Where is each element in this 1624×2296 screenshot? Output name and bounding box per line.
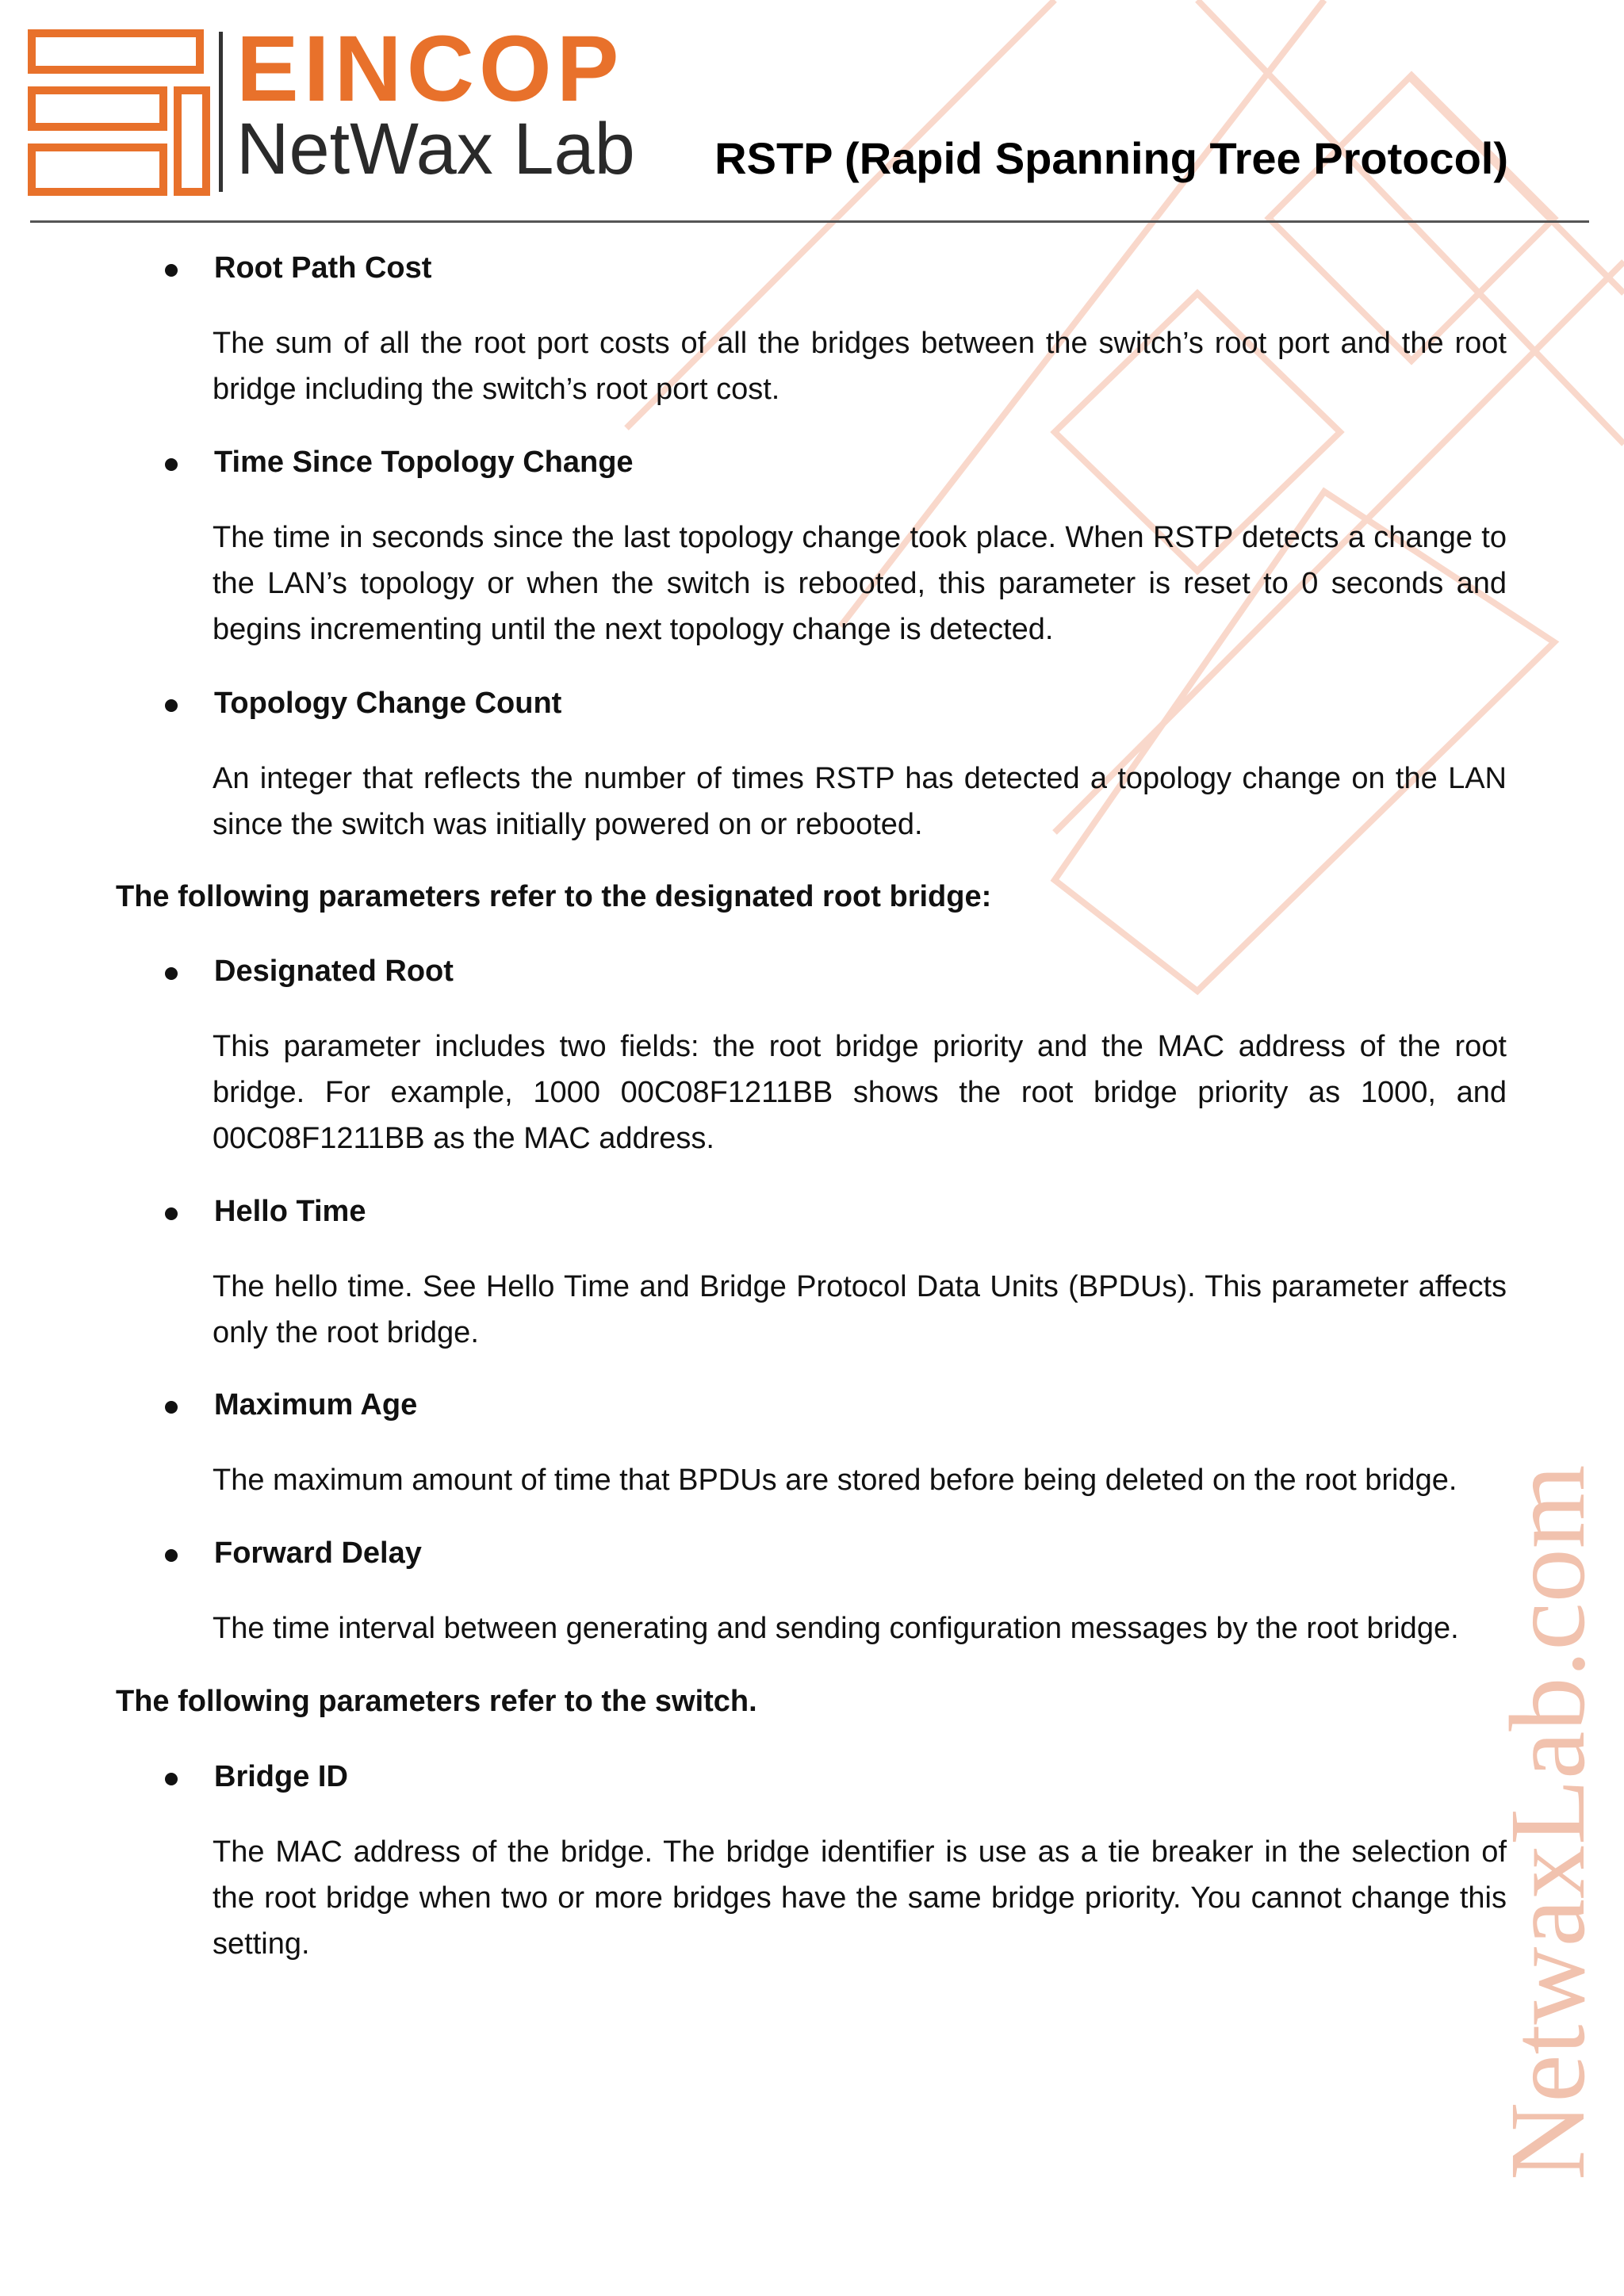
item-title: Time Since Topology Change (214, 446, 634, 479)
item-title: Root Path Cost (214, 251, 432, 285)
item-description: The sum of all the root port costs of all the bridges between the switch’s root port and the root bridge including the switch’s root port cost. (213, 327, 1507, 406)
brand-name-netwax-lab: NetWax Lab (236, 109, 635, 189)
bullet-icon (165, 264, 178, 277)
bullet-icon (165, 1549, 178, 1562)
eincop-logo-icon (27, 29, 211, 197)
item-title: Hello Time (214, 1195, 366, 1228)
side-watermark: NetwaxLab.com (1488, 1464, 1607, 2180)
item-title: Bridge ID (214, 1760, 348, 1793)
bullet-icon (165, 458, 178, 471)
bullet-icon (165, 1401, 178, 1414)
section-title: The following parameters refer to the switch. (116, 1685, 757, 1718)
item-description: This parameter includes two fields: the root bridge priority and the MAC address of the root bridge. For example, 1000 00C08F1211BB shows the root bridge priority as 1000, and 00C08F1211BB as the MAC address. (213, 1030, 1507, 1155)
bullet-icon (165, 967, 178, 980)
item-title: Topology Change Count (214, 687, 562, 720)
logo-divider (219, 32, 223, 192)
item-description: The hello time. See Hello Time and Bridge Protocol Data Units (BPDUs). This parameter affects only the root bridge. (213, 1270, 1507, 1349)
item-title: Forward Delay (214, 1536, 422, 1570)
bullet-icon (165, 1207, 178, 1220)
item-description: The time interval between generating and sending configuration messages by the root bridge. (213, 1612, 1459, 1645)
document-title: RSTP (Rapid Spanning Tree Protocol) (714, 133, 1508, 183)
item-title: Maximum Age (214, 1388, 418, 1422)
section-title: The following parameters refer to the designated root bridge: (116, 880, 992, 913)
item-description: The MAC address of the bridge. The bridge identifier is use as a tie breaker in the selection of the root bridge when two or more bridges have the same bridge priority. You cannot change this setting. (213, 1835, 1507, 1961)
header-rule (30, 220, 1589, 223)
item-description: An integer that reflects the number of times RSTP has detected a topology change on the LAN since the switch was initially powered on or rebooted. (213, 762, 1507, 841)
item-description: The maximum amount of time that BPDUs are stored before being deleted on the root bridge. (213, 1464, 1457, 1497)
item-description: The time in seconds since the last topology change took place. When RSTP detects a change to the LAN’s topology or when the switch is rebooted, this parameter is reset to 0 seconds and begins incrementing until the next topology change is detected. (213, 521, 1507, 646)
page-header (0, 0, 1624, 230)
item-title: Designated Root (214, 955, 454, 988)
bullet-icon (165, 1773, 178, 1785)
brand-name-eincop: EINCOP (236, 17, 624, 121)
bullet-icon (165, 699, 178, 712)
